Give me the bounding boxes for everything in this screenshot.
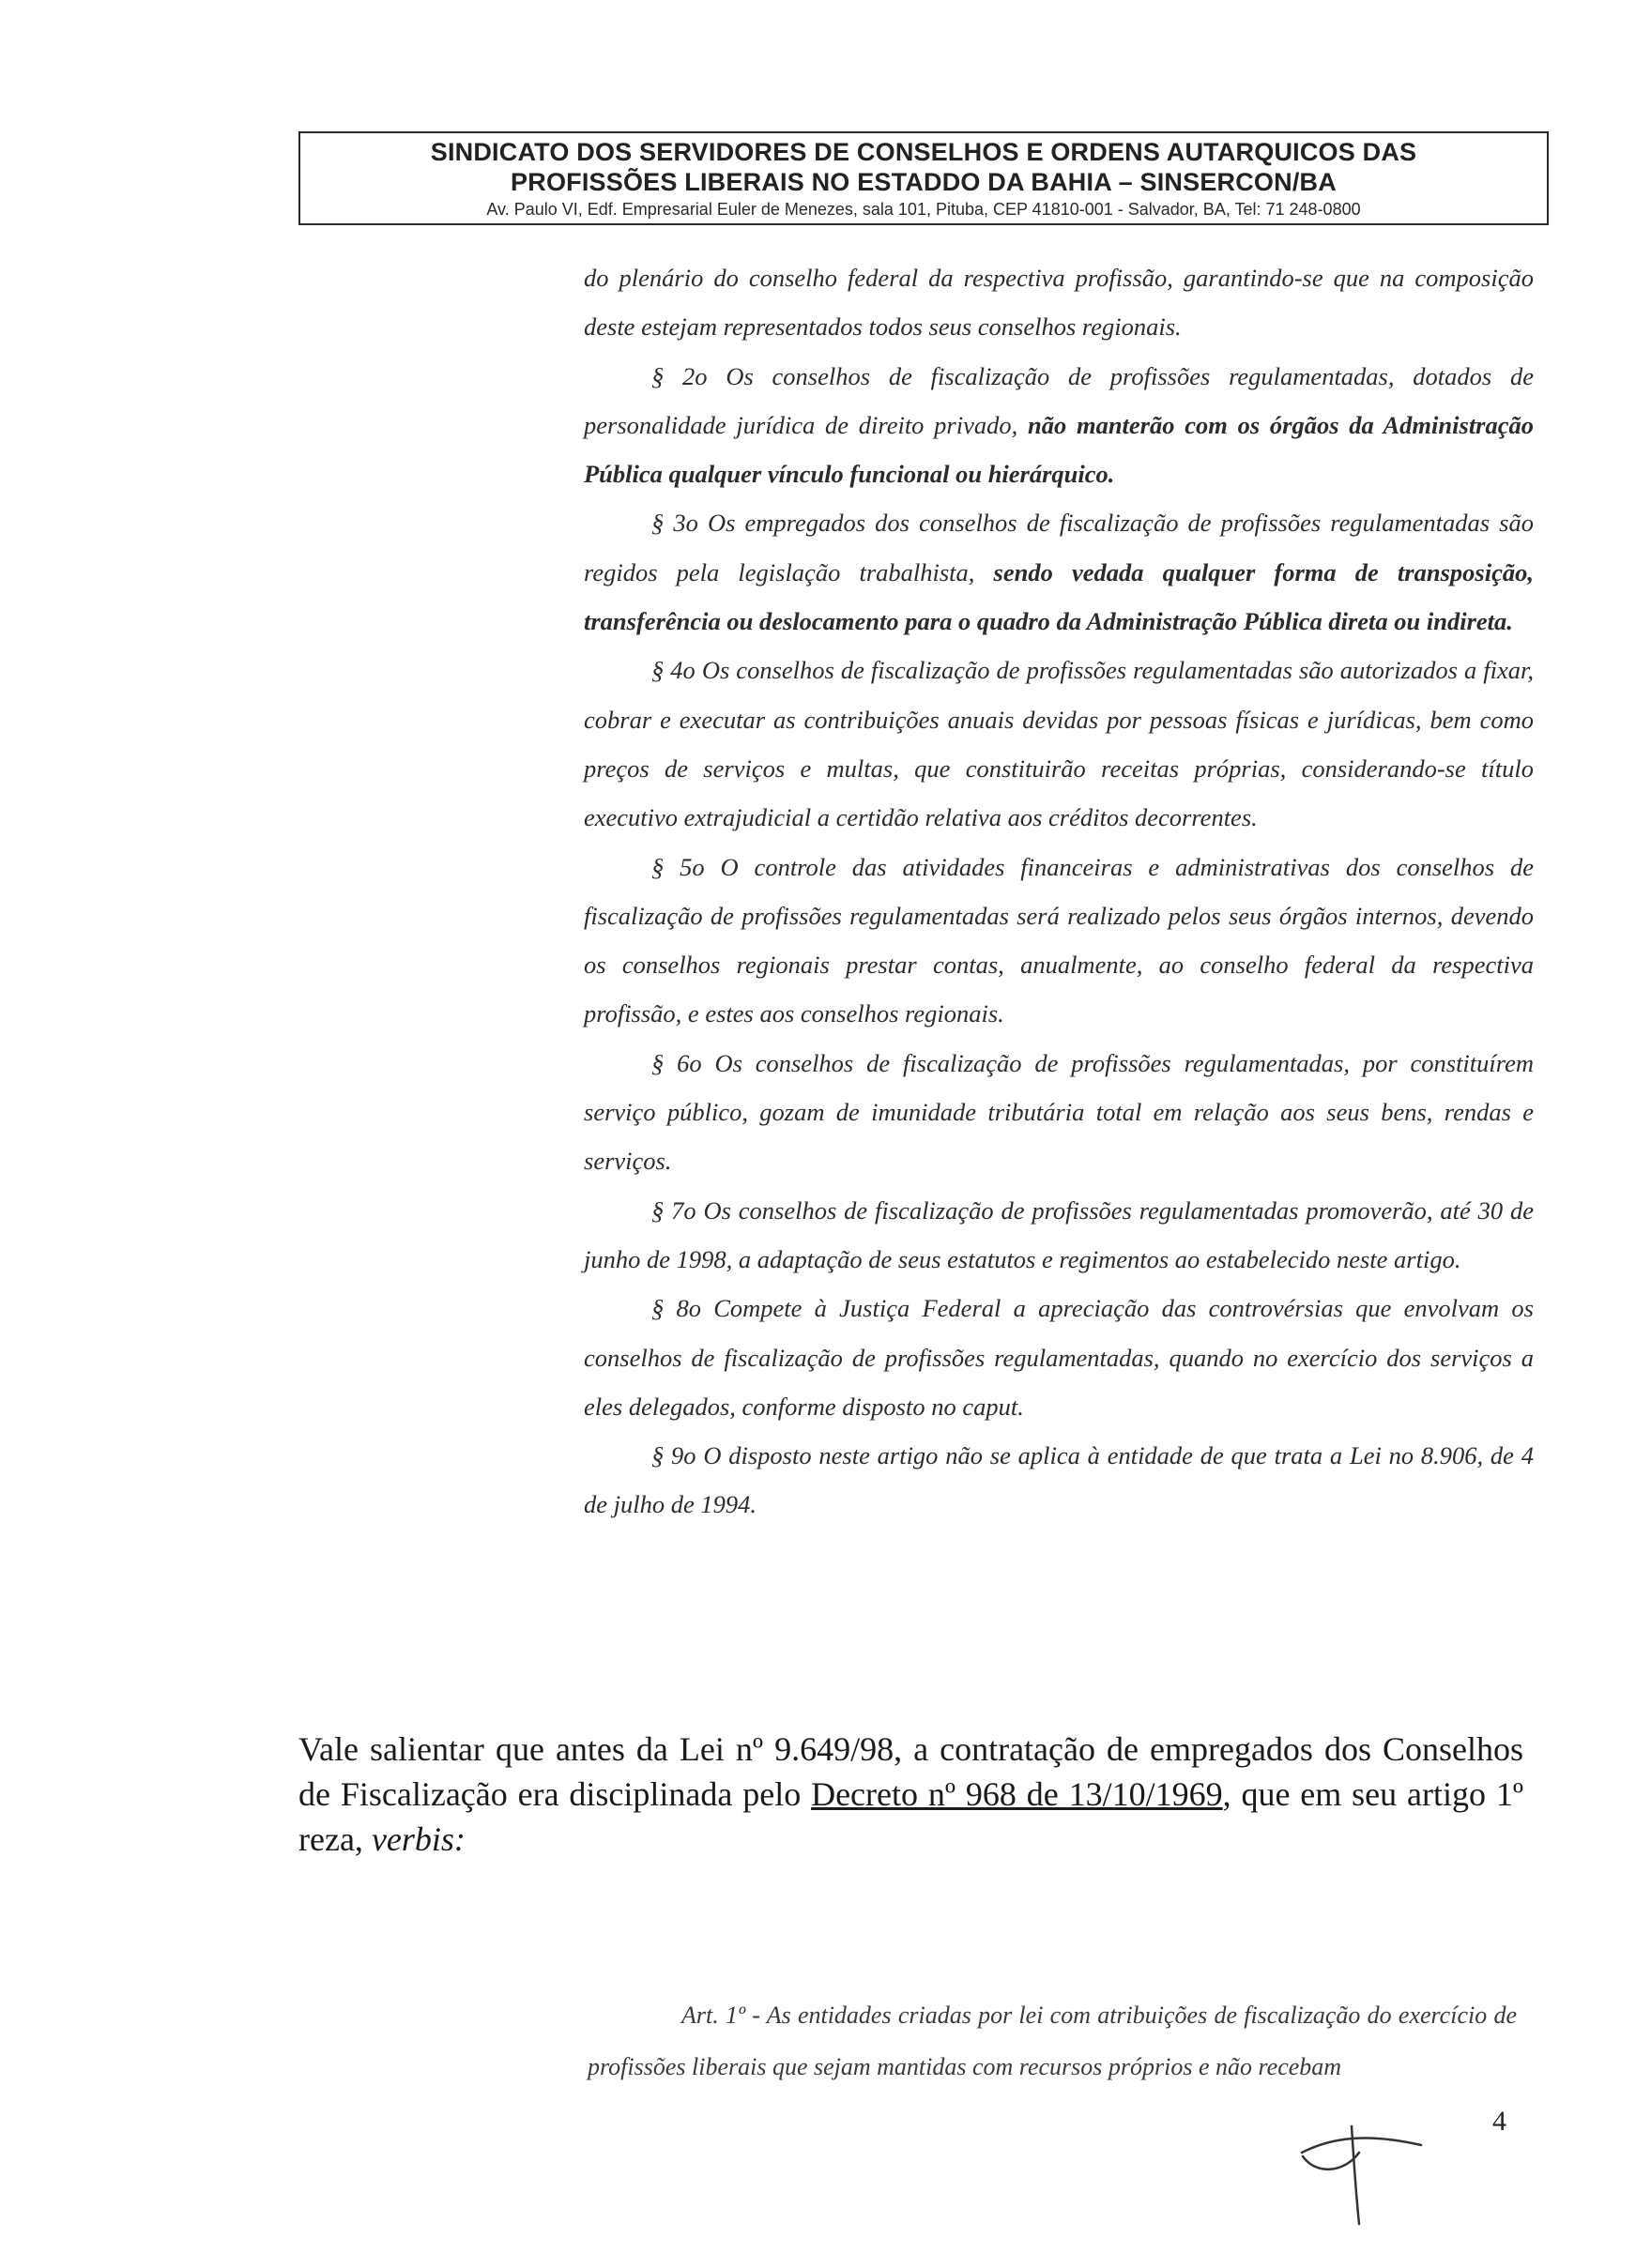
letterhead-address: Av. Paulo VI, Edf. Empresarial Euler de Menezes, sala 101, Pituba, CEP 41810-001 - Salvador, BA, Tel: 71 248-0800 xyxy=(486,200,1361,219)
letterhead-union-name-cont: PROFISSÕES LIBERAIS NO ESTADDO DA BAHIA – SINSERCON/BA xyxy=(511,168,1337,196)
quote-paragraph-2 xyxy=(584,352,1534,499)
quote-paragraph-2-bold: não manterão com os órgãos da Administração Pública qualquer vínculo funcional ou hierárquico. xyxy=(584,410,1535,489)
verbis-word: verbis: xyxy=(371,1820,466,1858)
signature-mark xyxy=(1297,2108,1438,2230)
art1-quote xyxy=(588,1989,1517,2093)
body-text-middle: , que em seu artigo 1º reza, xyxy=(298,1775,1523,1858)
body-paragraph xyxy=(298,1727,1523,1862)
quote-paragraph-2-lead: § 2o Os conselhos de fiscalização de profissões regulamentadas, dotados de personalidade jurídica de direito privado, xyxy=(584,361,1534,439)
letterhead-box xyxy=(298,131,1549,225)
quote-paragraph-1: do plenário do conselho federal da respectiva profissão, garantindo-se que na composição deste estejam representados todos seus conselhos regionais. xyxy=(584,264,1534,342)
body-text-before: Vale salientar que antes da Lei nº 9.649/98, a contratação de empregados dos Conselhos de Fiscalização era disciplinada pelo xyxy=(298,1730,1523,1813)
quote-paragraph-7: § 7o Os conselhos de fiscalização de profissões regulamentadas promoverão, até 30 de junho de 1998, a adaptação de seus estatutos e regimentos ao estabelecido neste artigo. xyxy=(584,1195,1534,1273)
quote-paragraph-5: § 5o O controle das atividades financeiras e administrativas dos conselhos de fiscalização de profissões regulamentadas será realizado pelos seus órgãos internos, devendo os conselhos regionais prestar contas, anualmente, ao conselho federal da respectiva profissão, e estes aos conselhos regionais. xyxy=(584,852,1534,1028)
quote-paragraph-9: § 9o O disposto neste artigo não se aplica à entidade de que trata a Lei no 8.906, de 4 de julho de 1994. xyxy=(584,1441,1534,1519)
quote-paragraph-8: § 8o Compete à Justiça Federal a apreciação das controvérsias que envolvam os conselhos de fiscalização de profissões regulamentadas, quando no exercício dos serviços a eles delegados, conforme disposto no caput. xyxy=(584,1294,1534,1421)
letterhead-union-name: SINDICATO DOS SERVIDORES DE CONSELHOS E ORDENS AUTARQUICOS DAS xyxy=(430,138,1417,166)
quote-paragraph-4: § 4o Os conselhos de fiscalização de profissões regulamentadas são autorizados a fixar, cobrar e executar as contribuições anuais devidas por pessoas físicas e jurídicas, bem como preços de serviços e multas, que constituirão receitas próprias, considerando-se título executivo extrajudicial a certidão relativa aos créditos decorrentes. xyxy=(584,656,1534,832)
quote-paragraph-6: § 6o Os conselhos de fiscalização de profissões regulamentadas, por constituírem serviço público, gozam de imunidade tributária total em relação aos seus bens, rendas e serviços. xyxy=(584,1048,1534,1176)
quote-paragraph-3 xyxy=(584,498,1534,646)
law-quote xyxy=(584,253,1534,1530)
decree-reference: Decreto nº 968 de 13/10/1969 xyxy=(811,1775,1223,1813)
body-paragraph-text xyxy=(298,1727,1523,1862)
quote-paragraph-3-lead: § 3o Os empregados dos conselhos de fiscalização de profissões regulamentadas são regidos pela legislação trabalhista, xyxy=(584,509,1534,586)
page-number: 4 xyxy=(1492,2106,1506,2137)
quote-paragraph-3-bold: sendo vedada qualquer forma de transposição, transferência ou deslocamento para o quadro da Administração Pública direta ou indireta. xyxy=(584,557,1534,636)
art1-text: Art. 1º - As entidades criadas por lei com atribuições de fiscalização do exercício de profissões liberais que sejam mantidas com recursos próprios e não recebam xyxy=(588,2002,1517,2080)
